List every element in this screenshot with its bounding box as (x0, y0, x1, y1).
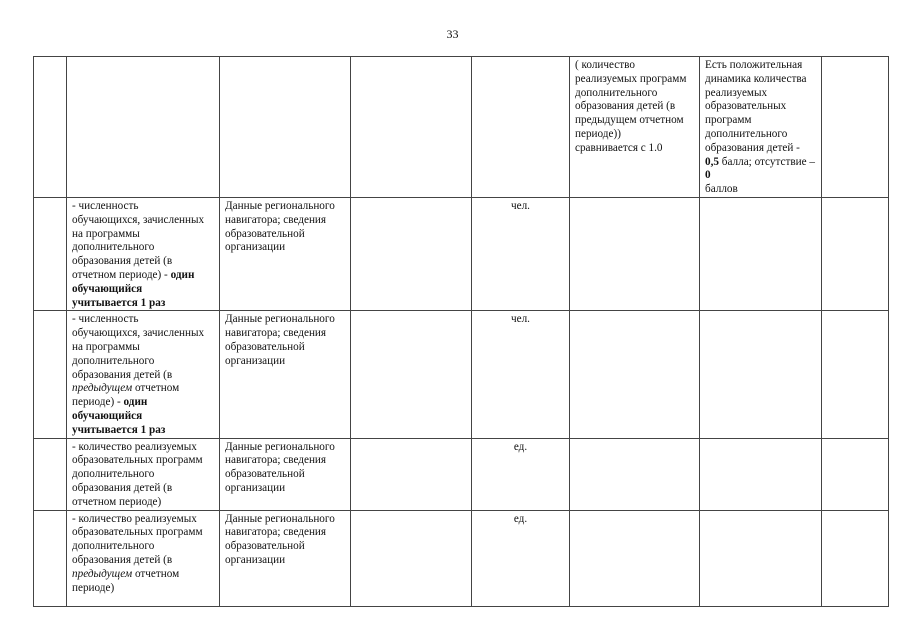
table-row (34, 510, 889, 606)
empty-cell (700, 510, 822, 606)
indicator-line: - количество реализуемых (72, 512, 197, 525)
scoring-text: Есть положительная динамика количества реализуемых образовательных программ дополнительного образования детей - (705, 59, 807, 154)
empty-cell (570, 438, 700, 510)
source-cell: Данные регионального навигатора; сведения образовательной организации (220, 510, 351, 606)
indicator-line: - численность (72, 200, 139, 212)
indicator-line: дополнительного (72, 540, 155, 553)
empty-cell (351, 57, 472, 198)
indicator-line: - численность (72, 313, 139, 326)
empty-cell (351, 311, 472, 438)
indicator-line: образовательных программ (72, 454, 203, 467)
table-row (34, 438, 889, 510)
formula-note: ( количество реализуемых программ дополнительного образования детей (в предыдущем отчетном периоде)) (575, 59, 687, 140)
table-row (34, 311, 889, 438)
indicator-line: образовательных программ (72, 526, 203, 539)
score-positive: 0,5 (705, 155, 719, 168)
indicator-note: один (123, 396, 148, 409)
row-number-cell (34, 198, 67, 311)
row-number-cell (34, 438, 67, 510)
indicator-cell (67, 57, 220, 198)
empty-cell (822, 198, 889, 311)
indicator-line: образования детей (в (72, 368, 173, 381)
source-cell: Данные регионального навигатора; сведения образовательной организации (220, 438, 351, 510)
empty-cell (351, 510, 472, 606)
empty-cell (822, 510, 889, 606)
empty-cell (700, 198, 822, 311)
score-positive-unit: балла; (718, 155, 752, 168)
empty-cell (822, 57, 889, 198)
formula-cell (570, 57, 700, 198)
source-cell: Данные регионального навигатора; сведения образовательной организации (220, 311, 351, 438)
units-cell: чел. (472, 198, 570, 311)
formula-compare: сравнивается с 1.0 (575, 141, 663, 154)
indicator-note-prefix: - (161, 268, 171, 281)
source-cell (220, 57, 351, 198)
empty-cell (570, 198, 700, 311)
empty-cell (351, 198, 472, 311)
indicator-emphasis: предыдущем (72, 567, 133, 580)
indicators-table (33, 56, 889, 607)
table-row (34, 57, 889, 198)
empty-cell (700, 311, 822, 438)
empty-cell (570, 311, 700, 438)
indicator-line: обучающихся, зачисленных (72, 327, 205, 340)
scoring-cell (700, 57, 822, 198)
indicator-line: отчетном периоде) (72, 268, 162, 281)
indicator-note: один (170, 268, 195, 281)
indicator-note: учитывается 1 раз (72, 296, 166, 309)
empty-cell (700, 438, 822, 510)
indicator-cell (67, 438, 220, 510)
score-absent-unit: баллов (705, 183, 738, 196)
score-absent-prefix: отсутствие – (754, 155, 815, 168)
indicator-line: дополнительного (72, 354, 155, 367)
indicator-line: отчетном (132, 382, 180, 395)
indicator-line: на программы (72, 340, 140, 353)
indicator-line: образования детей (в (72, 255, 173, 268)
indicator-line: дополнительного (72, 468, 155, 481)
empty-cell (351, 438, 472, 510)
page-number: 33 (446, 27, 459, 41)
indicator-line: - количество реализуемых (72, 440, 197, 453)
empty-cell (822, 438, 889, 510)
empty-cell (570, 510, 700, 606)
indicator-line: образования детей (в (72, 481, 173, 494)
indicator-note-prefix: - (114, 396, 124, 409)
indicator-note: обучающийся (72, 409, 143, 422)
source-cell: Данные регионального навигатора; сведения образовательной организации (220, 198, 351, 311)
row-number-cell (34, 311, 67, 438)
indicator-line: отчетном периоде) (72, 495, 162, 508)
row-number-cell (34, 510, 67, 606)
table-row (34, 198, 889, 311)
indicator-note: учитывается 1 раз (72, 423, 166, 436)
indicator-line: образования детей (в (72, 553, 173, 566)
indicator-line: периоде) (72, 396, 115, 409)
indicator-emphasis: предыдущем (72, 382, 133, 395)
units-cell: ед. (472, 510, 570, 606)
indicator-cell (67, 198, 220, 311)
units-cell: чел. (472, 311, 570, 438)
score-absent-value: 0 (705, 169, 711, 182)
indicator-line: отчетном (132, 567, 180, 580)
indicator-line: периоде) (72, 581, 115, 594)
units-cell (472, 57, 570, 198)
indicator-line: на программы (72, 227, 140, 240)
indicator-cell (67, 510, 220, 606)
row-number-cell (34, 57, 67, 198)
indicator-cell (67, 311, 220, 438)
units-cell: ед. (472, 438, 570, 510)
indicator-line: дополнительного (72, 241, 155, 254)
indicator-note: обучающийся (72, 282, 143, 295)
indicator-line: обучающихся, зачисленных (72, 213, 205, 226)
empty-cell (822, 311, 889, 438)
